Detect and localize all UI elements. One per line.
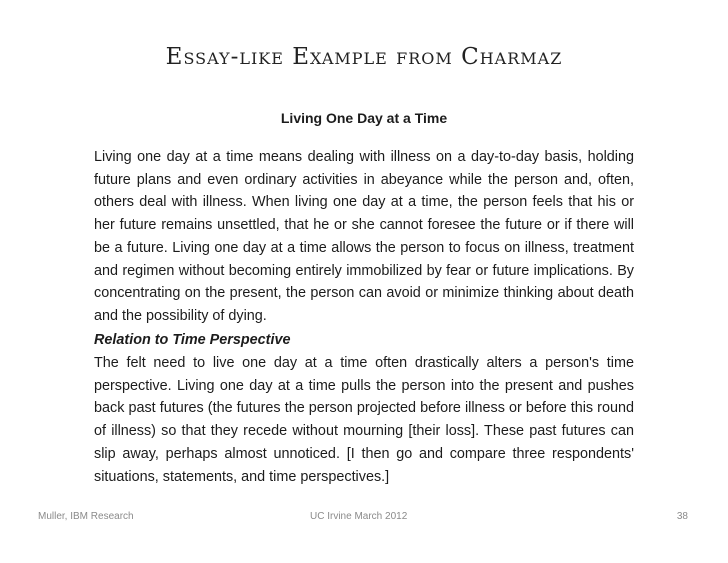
excerpt-subheading: Relation to Time Perspective — [94, 332, 291, 348]
footer-event: UC Irvine March 2012 — [310, 511, 408, 522]
slide-title: Essay-like Example from Charmaz — [165, 44, 563, 70]
footer-author: Muller, IBM Research — [38, 511, 134, 522]
scanned-excerpt — [94, 106, 634, 485]
excerpt-heading: Living One Day at a Time — [280, 110, 448, 126]
slide-number: 38 — [676, 511, 688, 522]
excerpt-paragraph-1: Living one day at a time means dealing with illness on a day-to-day basis, holding future plans and even ordinary activities in abeyance while the person and, often, others deal with illness. When living one day at a time, the person feels that his or her future remains unsettled, that he or she cannot foresee the future or if there will be a future. Living one day at a time allows the person to focus on illness, treatment and regimen without becoming entirely immobilized by fear or future implications. By concentrating on the present, the person can avoid or minimize thinking about death and the possibility of dying. — [94, 149, 634, 324]
excerpt-paragraph-2: The felt need to live one day at a time often drastically alters a person's time perspective. Living one day at a time pulls the person into the present and pushes back past futures (the futures the person projected before illness or before this round of illness) so that they recede without mourning [their loss]. These past futures can slip away, perhaps almost unnoticed. [I then go and compare three respondents' situations, statements, and time perspectives.] — [94, 355, 634, 485]
